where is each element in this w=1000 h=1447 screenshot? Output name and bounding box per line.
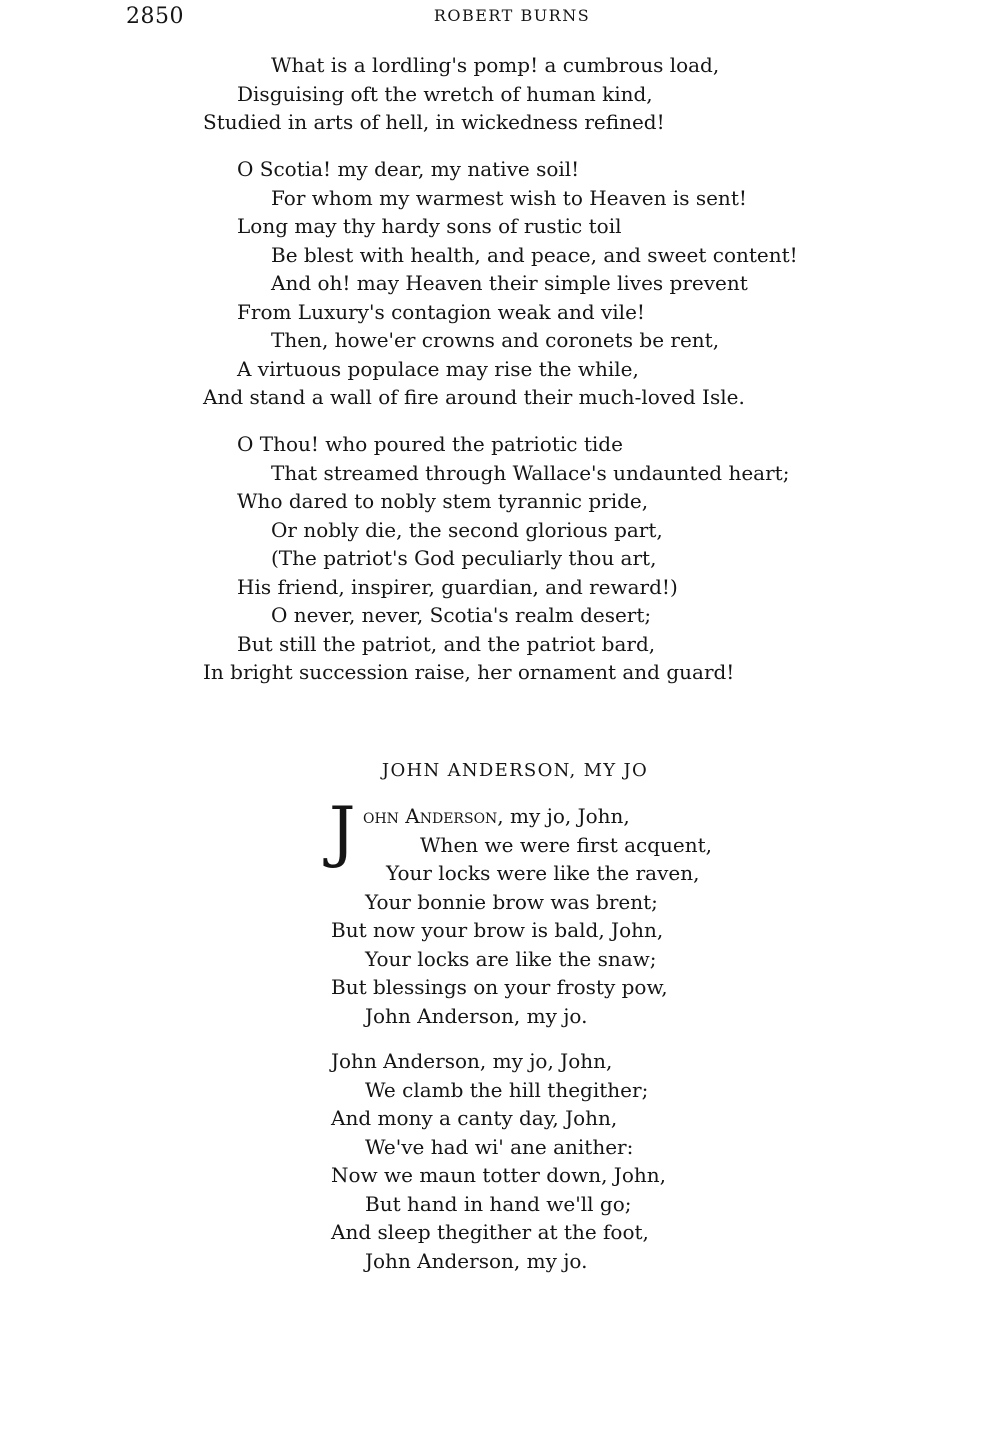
poem-line: And sleep thegither at the foot, <box>331 1220 649 1244</box>
poem-line: When we were first acquent, <box>420 832 713 857</box>
poem-line: In bright succession raise, her ornament and guard! <box>203 660 735 684</box>
poem-line: Long may thy hardy sons of rustic toil <box>237 214 622 238</box>
poem-line: Your locks were like the raven, <box>386 861 700 885</box>
poem-line: But hand in hand we'll go; <box>365 1191 632 1216</box>
poem-line: And mony a canty day, John, <box>331 1106 618 1130</box>
poem-line: John Anderson, my jo, John, <box>331 1049 613 1073</box>
poem-line: Your locks are like the snaw; <box>365 946 657 971</box>
poem-line: For whom my warmest wish to Heaven is sent! <box>271 185 747 210</box>
poem1-stanza-2 <box>203 155 798 412</box>
poem-line: O Thou! who poured the patriotic tide <box>237 432 623 456</box>
poem-line: Or nobly die, the second glorious part, <box>271 517 663 542</box>
poem-line: But blessings on your frosty pow, <box>331 975 668 999</box>
poem-line: Disguising oft the wretch of human kind, <box>237 81 653 106</box>
poem-title: JOHN ANDERSON, MY JO <box>381 760 649 781</box>
poem-line: O Scotia! my dear, my native soil! <box>237 157 580 181</box>
poem2-stanza-2 <box>331 1047 666 1275</box>
poem-line: We clamb the hill thegither; <box>365 1077 649 1102</box>
drop-cap: J <box>329 793 356 870</box>
poem1-stanza-3 <box>203 430 789 687</box>
poem-line: But still the patriot, and the patriot bard, <box>237 631 656 656</box>
poem-line: John Anderson, my jo. <box>365 1248 588 1273</box>
poem-line: We've had wi' ane anither: <box>365 1134 634 1159</box>
poem1-stanza-1 <box>203 51 719 137</box>
poem-line: And stand a wall of fire around their much-loved Isle. <box>203 385 745 409</box>
poem-line: From Luxury's contagion weak and vile! <box>237 299 645 324</box>
poem-line: Your bonnie brow was brent; <box>365 889 658 914</box>
running-head: ROBERT BURNS <box>433 6 591 25</box>
poem-line: But now your brow is bald, John, <box>331 918 664 942</box>
poem-line: (The patriot's God peculiarly thou art, <box>271 546 657 570</box>
poem-line: And oh! may Heaven their simple lives prevent <box>271 271 748 295</box>
poem-line: O never, never, Scotia's realm desert; <box>271 603 652 627</box>
poem-line: Now we maun totter down, John, <box>331 1163 666 1187</box>
poem-line: His friend, inspirer, guardian, and reward!) <box>237 574 678 599</box>
poem-line: Who dared to nobly stem tyrannic pride, <box>237 489 649 513</box>
poem2-stanza-1 <box>331 802 712 1030</box>
poem-line: Then, howe'er crowns and coronets be rent, <box>271 328 720 352</box>
first-line-rest: , my jo, John, <box>497 804 630 828</box>
page-number: 2850 <box>126 4 184 29</box>
poem-line: What is a lordling's pomp! a cumbrous load, <box>271 53 720 77</box>
poem-line: That streamed through Wallace's undaunted heart; <box>271 460 790 485</box>
poem-line: Be blest with health, and peace, and sweet content! <box>271 242 798 267</box>
poem-first-line <box>363 802 712 831</box>
poem-line: Studied in arts of hell, in wickedness refined! <box>203 110 665 134</box>
poem-line: A virtuous populace may rise the while, <box>237 356 639 381</box>
poem-line: John Anderson, my jo. <box>365 1003 588 1028</box>
small-caps-name: ohn Anderson <box>363 804 498 828</box>
